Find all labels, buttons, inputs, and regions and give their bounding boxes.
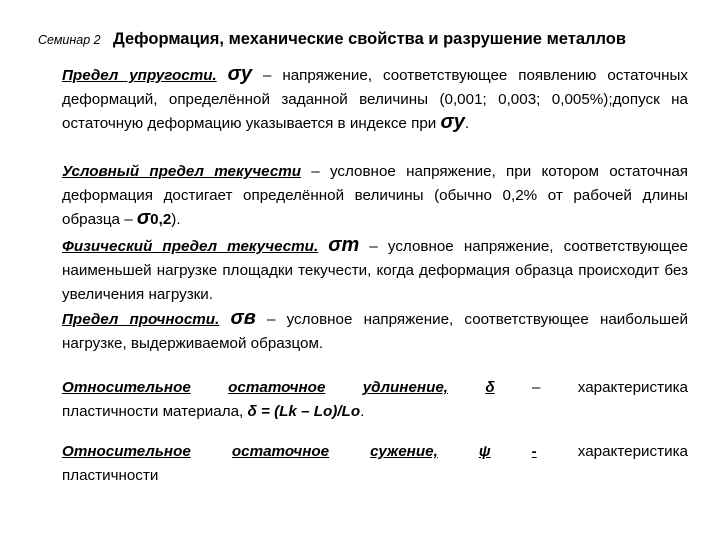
- symbol-psi: ψ: [478, 443, 491, 460]
- symbol-sigma-u: σу: [227, 63, 253, 85]
- term-word-3: сужение,: [370, 443, 438, 460]
- definition-text: пластичности материала,: [62, 403, 248, 420]
- definition-text: – условное напряжение, соответствующее наименьшей нагрузке площадки текучести, когда деформация образца происходит без увеличения нагрузки.: [62, 238, 688, 303]
- slide-header: [38, 30, 698, 49]
- term-proof-stress: Условный предел текучести: [62, 163, 302, 180]
- symbol-sigma-v: σв: [230, 307, 256, 329]
- seminar-label: Семинар 2: [38, 33, 101, 47]
- term-word-2: остаточное: [231, 443, 330, 460]
- symbol-sigma-t: σт: [328, 234, 360, 256]
- paragraph-yield-point: [62, 235, 688, 307]
- slide-title: Деформация, механические свойства и разрушение металлов: [113, 30, 626, 48]
- term-tensile-strength: Предел прочности.: [62, 311, 220, 328]
- definition-text: – условное напряжение, соответствующее наибольшей нагрузке, выдерживаемой образцом.: [62, 311, 688, 352]
- characteristic-word: характеристика: [577, 443, 688, 460]
- paragraph-elastic-limit: [62, 64, 688, 136]
- dash: -: [531, 443, 537, 460]
- term-yield-point: Физический предел текучести.: [62, 238, 319, 255]
- paragraph-tensile-strength: [62, 308, 688, 356]
- term-word-3: удлинение,: [362, 379, 449, 396]
- term-word-2: остаточное: [228, 379, 326, 396]
- reduction-line-2: пластичности: [62, 467, 159, 484]
- symbol-delta: δ: [485, 379, 495, 396]
- elongation-line-1: [62, 376, 688, 400]
- characteristic-word: характеристика: [577, 379, 688, 396]
- paragraph-proof-stress: [62, 160, 688, 232]
- definition-end: .: [464, 115, 470, 132]
- elongation-line-2: [62, 400, 688, 424]
- reduction-line-1: [62, 440, 688, 464]
- definition-end: ).: [171, 211, 181, 228]
- paragraph-elongation: [62, 376, 688, 424]
- elongation-formula: δ = (Lk – Lo)/Lo: [247, 403, 361, 420]
- symbol-sigma-u-end: σу: [440, 111, 465, 133]
- definition-text: – напряжение, соответствующее появлению остаточных деформаций, определённой заданной величины (0,001; 0,003; 0,005%);допуск на остаточную деформацию указывается в индексе при: [62, 67, 688, 132]
- term-elastic-limit: Предел упругости.: [62, 67, 217, 84]
- dash: –: [532, 379, 541, 396]
- definition-text: – условное напряжение, при котором остаточная деформация достигает определённой величины (обычно 0,2% от рабочей длины образца –: [62, 163, 688, 228]
- symbol-sigma: σ: [136, 207, 151, 229]
- term-word-1: Относительное: [62, 379, 191, 396]
- definition-end: .: [360, 403, 365, 420]
- term-word-1: Относительное: [62, 443, 191, 460]
- paragraph-reduction-of-area: [62, 440, 688, 488]
- symbol-subscript: 0,2: [150, 211, 172, 228]
